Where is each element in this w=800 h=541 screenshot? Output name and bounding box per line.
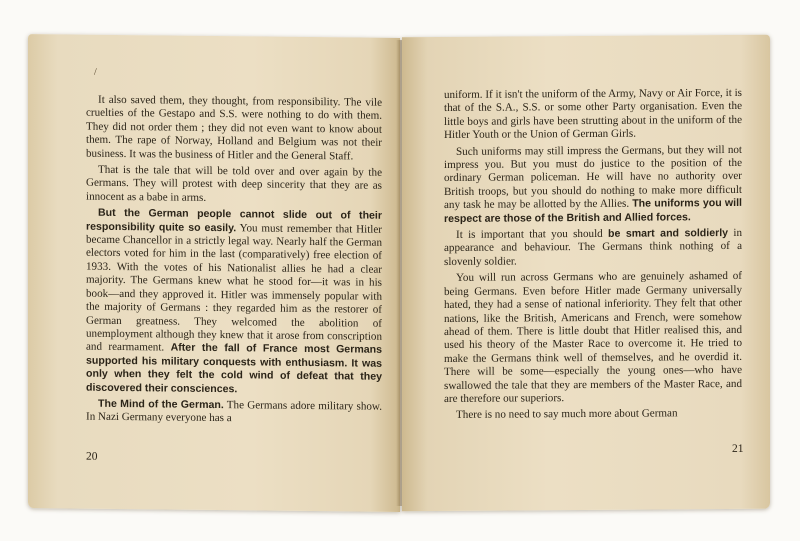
open-booklet (28, 36, 770, 510)
paragraph (444, 227, 742, 269)
text-run: in appearance and behaviour. The Germans think nothing of a slovenly soldier. (444, 226, 742, 268)
text-run: The Germans adore military show. In Nazi Germany everyone has a (86, 399, 382, 425)
page-number-left: 20 (86, 450, 98, 463)
text-run: It also saved them, they thought, from responsibility. The vile cruelties of the Gestapo and S.S. were nothing to do with them. They did not order them ; they did not even want to know about them. The rape of Norway, Holland and Belgium was not their business. It was the business of Hitler and the General Staff. (86, 93, 382, 163)
page-number-right: 21 (732, 442, 744, 455)
text-run: You must remember that Hitler became Chancellor in a strictly legal way. Nearly half the German electors voted for him in the last (comparatively) free election of 1933. With the votes of his Nationalist allies he had a clear majority. The Germans knew what he stood for—it was in his book—and they approved it. Hitler was immensely popular with the majority of Germans : they regarded him as the restorer of German greatness. They welcomed the abolition of unemployment although they knew that it arose from conscription and rearmament. (86, 221, 382, 354)
paragraph (444, 270, 742, 406)
margin-mark-right: ' (646, 34, 648, 41)
bold-run: The Mind of the German. (98, 397, 224, 412)
text-run: uniform. If it isn't the uniform of the Army, Navy or Air Force, it is that of the S.A., S.S. or some other Party organisation. Even the little boys and girls have been strutting about in the uniform of the Hitler Youth or the Union of German Girls. (444, 86, 742, 142)
paragraph (86, 398, 382, 428)
text-run: Such uniforms may still impress the Germans, but they will not impress you. But you must do justice to the position of the ordinary German policeman. He will have no authority over British troops, but you should do nothing to make more difficult any task he may be allotted by the Allies. (444, 143, 742, 212)
paragraph (444, 87, 742, 143)
paragraph (86, 207, 382, 398)
right-page (402, 35, 770, 512)
right-page-text (444, 87, 742, 426)
left-page (28, 34, 400, 512)
paragraph (444, 144, 742, 227)
bold-run: After the fall of France most Germans supported his military conquests with enthusiasm. It was only when they felt the cold wind of defeat that they discovered their consciences. (86, 341, 382, 395)
text-run: That is the tale that will be told over and over again by the Germans. They will protest with deep sincerity that they are as innocent as a babe in arms. (86, 163, 382, 204)
paragraph (86, 94, 382, 164)
bold-run: But the German people cannot slide out of their responsibility quite so easily. (86, 207, 382, 234)
left-page-text (86, 94, 382, 431)
text-run: You will run across Germans who are genuinely ashamed of being Germans. Even before Hitler made Germany universally hated, they had a sense of national inferiority. They felt that other nations, like the British, Americans and French, were somehow ahead of them. There is little doubt that Hitler realised this, and used his theory of the Master Race to overcome it. He tried to make the Germans think well of themselves, and he overdid it. There will be some—especially the young ones—who have swallowed the tale that they are members of the Master Race, and are therefore our superiors. (444, 270, 742, 405)
text-run: There is no need to say much more about German (456, 407, 678, 422)
paragraph (444, 407, 742, 422)
text-run: It is important that you should (456, 227, 609, 241)
margin-mark-left: / (94, 66, 97, 78)
paragraph (86, 164, 382, 207)
bold-run: be smart and soldierly (608, 227, 729, 240)
bold-run: The uniforms you will respect are those of the British and Allied forces. (444, 197, 742, 225)
